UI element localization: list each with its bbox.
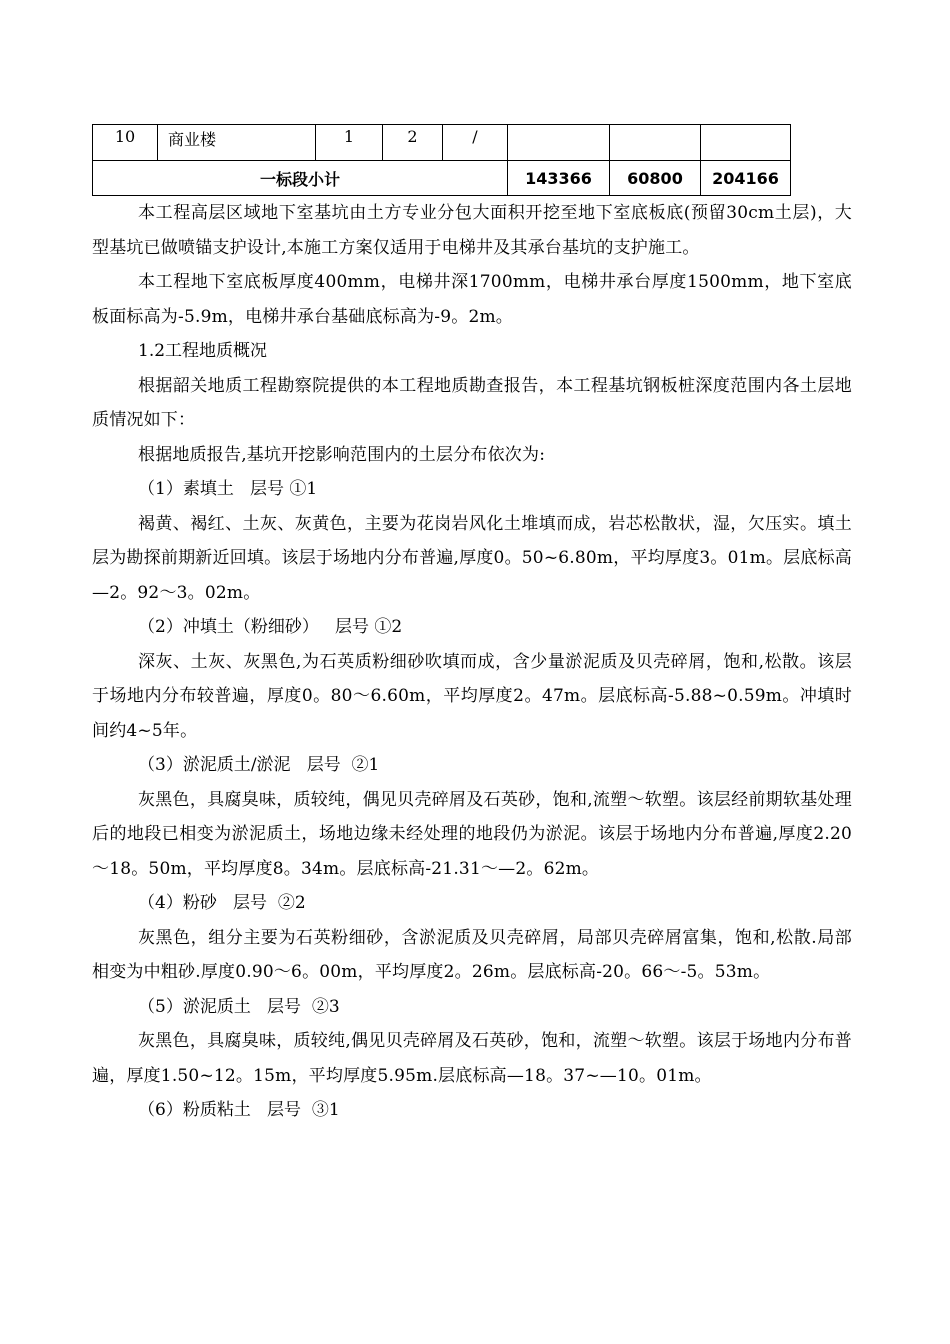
cell-value: /	[443, 125, 508, 161]
table-row-subtotal	[93, 161, 791, 196]
summary-table	[92, 124, 791, 196]
layer-title: （3）淤泥质土/淤泥 层号 ②1	[138, 755, 380, 775]
paragraph: 根据地质报告,基坑开挖影响范围内的土层分布依次为:	[138, 444, 546, 465]
cell-empty	[701, 125, 791, 161]
paragraph: 本工程高层区域地下室基坑由土方专业分包大面积开挖至地下室底板底(预留30cm土层)，大型基坑已做喷锚支护设计,本施工方案仅适用于电梯井及其承台基坑的支护施工。	[92, 203, 852, 258]
subtotal-value: 143366	[508, 161, 610, 196]
layer-description: 褐黄、褐红、土灰、灰黄色，主要为花岗岩风化土堆填而成，岩芯松散状，湿，欠压实。填土层为勘探前期新近回填。该层于场地内分布普遍,厚度0。50~6.80m，平均厚度3。01m。层底标高—2。92～3。02m。	[92, 513, 852, 603]
section-heading: 1.2工程地质概况	[138, 341, 268, 361]
layer-title: （4）粉砂 层号 ②2	[138, 893, 306, 913]
cell-no: 10	[93, 125, 158, 161]
paragraph: 根据韶关地质工程勘察院提供的本工程地质勘查报告，本工程基坑钢板桩深度范围内各土层地质情况如下：	[92, 375, 852, 430]
subtotal-value: 60800	[610, 161, 701, 196]
layer-description: 灰黑色，组分主要为石英粉细砂，含淤泥质及贝壳碎屑，局部贝壳碎屑富集，饱和,松散.局部相变为中粗砂.厚度0.90～6。00m，平均厚度2。26m。层底标高-20。66～-5。53m。	[92, 927, 852, 982]
cell-empty	[508, 125, 610, 161]
layer-title: （6）粉质粘土 层号 ③1	[138, 1100, 340, 1120]
cell-value: 2	[383, 125, 443, 161]
layer-title: （2）冲填土（粉细砂） 层号 ①2	[138, 617, 403, 637]
paragraph: 本工程地下室底板厚度400mm，电梯井深1700mm，电梯井承台厚度1500mm，地下室底板面标高为-5.9m，电梯井承台基础底标高为-9。2m。	[92, 272, 852, 327]
subtotal-value: 204166	[701, 161, 791, 196]
layer-title: （5）淤泥质土 层号 ②3	[138, 996, 340, 1017]
subtotal-label: 一标段小计	[93, 161, 508, 196]
layer-title: （1）素填土 层号 ①1	[138, 479, 318, 499]
layer-description: 灰黑色，具腐臭味，质较纯，偶见贝壳碎屑及石英砂，饱和,流塑～软塑。该层经前期软基处理后的地段已相变为淤泥质土，场地边缘未经处理的地段仍为淤泥。该层于场地内分布普遍,厚度2.20～18。50m，平均厚度8。34m。层底标高-21.31～—2。62m。	[92, 789, 852, 879]
cell-value: 1	[316, 125, 383, 161]
layer-description: 深灰、土灰、灰黑色,为石英质粉细砂吹填而成，含少量淤泥质及贝壳碎屑，饱和,松散。该层于场地内分布较普遍，厚度0。80～6.60m，平均厚度2。47m。层底标高-5.88~0.59m。冲填时间约4~5年。	[92, 651, 852, 741]
cell-empty	[610, 125, 701, 161]
body-text	[92, 196, 852, 1128]
table-row	[93, 125, 791, 161]
cell-name: 商业楼	[158, 125, 316, 161]
layer-description: 灰黑色，具腐臭味，质较纯,偶见贝壳碎屑及石英砂，饱和，流塑～软塑。该层于场地内分布普遍，厚度1.50~12。15m，平均厚度5.95m.层底标高—18。37~—10。01m。	[92, 1031, 852, 1086]
